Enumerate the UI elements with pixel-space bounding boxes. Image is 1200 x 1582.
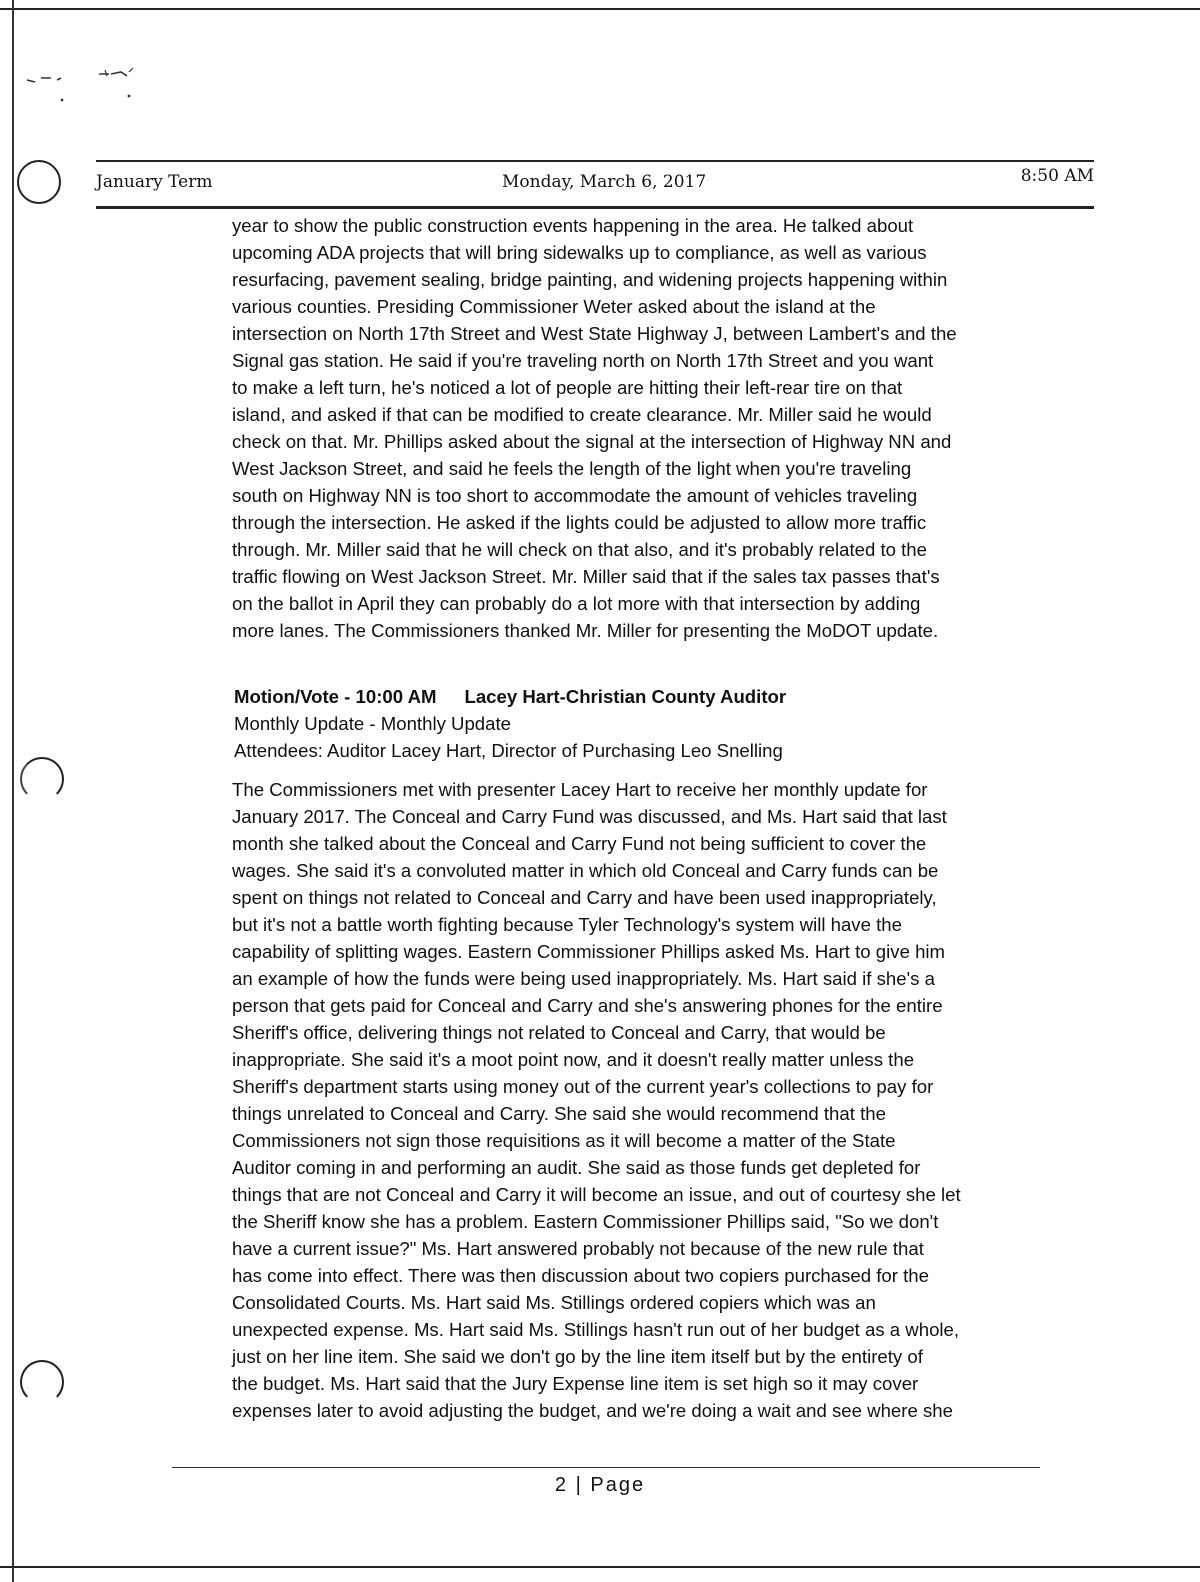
text-line: island, and asked if that can be modified to create clearance. Mr. Miller said he would [232,404,932,425]
text-line: an example of how the funds were being used inappropriately. Ms. Hart said if she's a [232,968,935,989]
text-line: upcoming ADA projects that will bring sidewalks up to compliance, as well as various [232,242,927,263]
text-line: The Commissioners met with presenter Lacey Hart to receive her monthly update for [232,779,928,800]
agenda-presenter: Lacey Hart-Christian County Auditor [464,686,787,707]
text-line: Signal gas station. He said if you're traveling north on North 17th Street and you want [232,350,934,371]
agenda-item-header [234,683,1034,764]
minutes-paragraph-auditor [232,776,1032,1424]
text-line: resurfacing, pavement sealing, bridge painting, and widening projects happening within [232,269,948,290]
text-line: wages. She said it's a convoluted matter in which old Conceal and Carry funds can be [232,860,939,881]
text-line: just on her line item. She said we don't go by the line item itself but by the entirety of [232,1346,923,1367]
text-line: January 2017. The Conceal and Carry Fund was discussed, and Ms. Hart said that last [232,806,947,827]
footer-divider [172,1467,1040,1468]
agenda-type: Motion/Vote - [234,686,351,707]
text-line: has come into effect. There was then discussion about two copiers purchased for the [232,1265,929,1286]
text-line: Consolidated Courts. Ms. Hart said Ms. Stillings ordered copiers which was an [232,1292,876,1313]
text-line: expenses later to avoid adjusting the budget, and we're doing a wait and see where she [232,1400,953,1421]
text-line: intersection on North 17th Street and West State Highway J, between Lambert's and the [232,323,957,344]
agenda-time: 10:00 AM [355,686,437,707]
text-line: but it's not a battle worth fighting because Tyler Technology's system will have the [232,914,902,935]
text-line: capability of splitting wages. Eastern Commissioner Phillips asked Ms. Hart to give him [232,941,946,962]
scan-edge-bottom [0,1566,1200,1568]
text-line: inappropriate. She said it's a moot point now, and it doesn't really matter unless the [232,1049,915,1070]
text-line: month she talked about the Conceal and Carry Fund not being sufficient to cover the [232,833,927,854]
text-line: through. Mr. Miller said that he will check on that also, and it's probably related to the [232,539,927,560]
minutes-paragraph-modot [232,212,1032,644]
text-line: Commissioners not sign those requisitions as it will become a matter of the State [232,1130,896,1151]
punch-hole-icon [20,757,64,801]
header-date: Monday, March 6, 2017 [502,172,707,192]
text-line: things unrelated to Conceal and Carry. She said she would recommend that the [232,1103,886,1124]
text-line: more lanes. The Commissioners thanked Mr. Miller for presenting the MoDOT update. [232,620,939,641]
text-line: Sheriff's office, delivering things not related to Conceal and Carry, that would be [232,1022,886,1043]
page-header [96,160,1094,209]
agenda-title-line [234,683,1034,710]
text-line: various counties. Presiding Commissioner Weter asked about the island at the [232,296,876,317]
text-line: year to show the public construction events happening in the area. He talked about [232,215,914,236]
agenda-subject: Monthly Update [380,713,511,734]
text-line: on the ballot in April they can probably do a lot more with that intersection by adding [232,593,921,614]
punch-hole-icon [20,1360,64,1404]
page-number: 2 | Page [554,1474,646,1496]
agenda-category-line [234,710,1034,737]
text-line: things that are not Conceal and Carry it will become an issue, and out of courtesy she let [232,1184,961,1205]
text-line: Sheriff's department starts using money out of the current year's collections to pay for [232,1076,934,1097]
text-line: have a current issue?" Ms. Hart answered probably not because of the new rule that [232,1238,924,1259]
scan-edge-top [0,8,1200,10]
text-line: spent on things not related to Conceal and Carry and have been used inappropriately, [232,887,937,908]
header-term: January Term [96,172,213,192]
text-line: the Sheriff know she has a problem. Eastern Commissioner Phillips said, "So we don't [232,1211,939,1232]
text-line: unexpected expense. Ms. Hart said Ms. Stillings hasn't run out of her budget as a whole, [232,1319,960,1340]
agenda-attendees-line [234,737,1034,764]
text-line: to make a left turn, he's noticed a lot of people are hitting their left-rear tire on that [232,377,903,398]
text-line: person that gets paid for Conceal and Carry and she's answering phones for the entire [232,995,943,1016]
header-time: 8:50 AM [1020,166,1094,186]
text-line: through the intersection. He asked if the lights could be adjusted to allow more traffic [232,512,927,533]
agenda-category: Monthly Update - [234,713,376,734]
text-line: south on Highway NN is too short to accommodate the amount of vehicles traveling [232,485,918,506]
attendees-label: Attendees: [234,740,323,761]
scan-edge-left [12,0,14,1582]
punch-hole-icon [17,160,61,204]
text-line: traffic flowing on West Jackson Street. Mr. Miller said that if the sales tax passes that's [232,566,940,587]
text-line: West Jackson Street, and said he feels the length of the light when you're traveling [232,458,912,479]
scan-specks-icon [25,62,155,112]
attendees-list: Auditor Lacey Hart, Director of Purchasing Leo Snelling [327,740,783,761]
text-line: Auditor coming in and performing an audit. She said as those funds get depleted for [232,1157,921,1178]
text-line: the budget. Ms. Hart said that the Jury Expense line item is set high so it may cover [232,1373,919,1394]
text-line: check on that. Mr. Phillips asked about the signal at the intersection of Highway NN and [232,431,952,452]
